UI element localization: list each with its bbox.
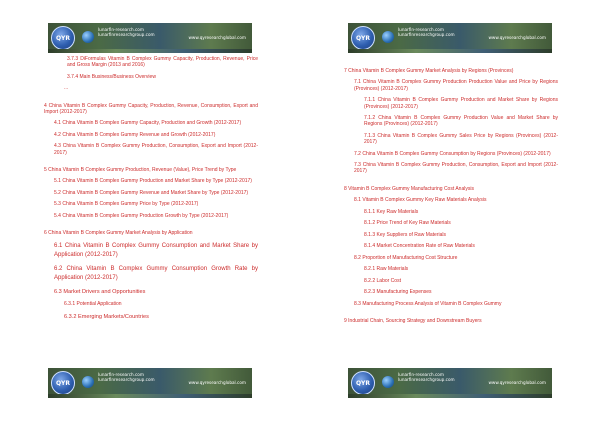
banner-url-2: lunarfinresearchgroup.com: [98, 32, 155, 37]
banner-site: www.qyresearchglobal.com: [188, 35, 246, 40]
toc-entry: 5.2 China Vitamin B Complex Gummy Revenue and Market Share by Type (2012-2017): [54, 189, 249, 196]
globe-icon: [382, 31, 394, 43]
toc-entry: 7 China Vitamin B Complex Gummy Market Analysis by Regions (Provinces): [344, 68, 514, 74]
toc-entry: 6.1 China Vitamin B Complex Gummy Consumption and Market Share by Application (2012-2017): [54, 242, 258, 258]
footer-banner: [348, 368, 552, 398]
toc-entry: 9 Industrial Chain, Sourcing Strategy and Downstream Buyers: [344, 317, 482, 324]
table-of-contents: [44, 56, 258, 326]
table-of-contents: [344, 68, 558, 329]
banner-url-1: lunarfin-research.com: [398, 372, 444, 377]
toc-entry: 8.1.3 Key Suppliers of Raw Materials: [364, 231, 446, 238]
toc-entry: 5.4 China Vitamin B Complex Gummy Production Growth by Type (2012-2017): [54, 212, 229, 219]
toc-entry: 6 China Vitamin B Complex Gummy Market Analysis by Application: [44, 230, 193, 237]
toc-entry: 5 China Vitamin B Complex Gummy Production, Revenue (Value), Price Trend by Type: [44, 166, 237, 173]
toc-entry: 3.7.3 DiFormulas Vitamin B Complex Gummy Capacity, Production, Revenue, Price and Gross Margin (2013 and 2016): [67, 56, 258, 69]
banner-urls: [98, 27, 188, 37]
toc-entry: 7.3 China Vitamin B Complex Gummy Production, Consumption, Export and Import (2012-2017): [354, 162, 558, 175]
banner-decoration: [348, 49, 552, 53]
toc-entry: ...: [64, 85, 69, 92]
banner-site: www.qyresearchglobal.com: [488, 380, 546, 385]
banner-decoration: [348, 394, 552, 398]
company-logo: QYR: [51, 371, 75, 395]
company-logo: QYR: [351, 371, 375, 395]
banner-url-2: lunarfinresearchgroup.com: [98, 377, 155, 382]
toc-entry: 8.3 Manufacturing Process Analysis of Vitamin B Complex Gummy: [354, 300, 502, 307]
banner-urls: [398, 27, 488, 37]
banner-url-2: lunarfinresearchgroup.com: [398, 32, 455, 37]
toc-entry: 5.1 China Vitamin B Complex Gummy Production and Market Share by Type (2012-2017): [54, 178, 252, 185]
toc-entry: 8.1.2 Price Trend of Key Raw Materials: [364, 220, 451, 227]
toc-entry: 8.1.4 Market Concentration Rate of Raw Materials: [364, 243, 475, 250]
toc-entry: 4 China Vitamin B Complex Gummy Capacity, Production, Revenue, Consumption, Export and Import (2012-2017): [44, 102, 258, 115]
toc-entry: 8.1.1 Key Raw Materials: [364, 208, 419, 215]
banner-url-1: lunarfin-research.com: [98, 372, 144, 377]
banner-url-1: lunarfin-research.com: [398, 27, 444, 32]
toc-entry: 6.3 Market Drivers and Opportunities: [54, 289, 146, 295]
toc-entry: 8.2.2 Labor Cost: [364, 277, 401, 284]
toc-entry: 8.2 Proportion of Manufacturing Cost Structure: [354, 254, 458, 261]
banner-url-2: lunarfinresearchgroup.com: [398, 377, 455, 382]
toc-entry: 7.1 China Vitamin B Complex Gummy Production Production Value and Price by Regions (Provinces) (2012-2017): [354, 79, 558, 92]
toc-entry: 8 Vitamin B Complex Gummy Manufacturing Cost Analysis: [344, 185, 474, 192]
banner-decoration: [48, 394, 252, 398]
header-banner: [48, 23, 252, 53]
toc-entry: 7.1.3 China Vitamin B Complex Gummy Sales Price by Regions (Provinces) (2012-2017): [364, 132, 558, 146]
footer-banner: [48, 368, 252, 398]
toc-entry: 7.1.1 China Vitamin B Complex Gummy Production and Market Share by Regions (Provinces) (2012-2017): [364, 97, 558, 110]
toc-entry: 3.7.4 Main Business/Business Overview: [67, 73, 156, 80]
toc-entry: 8.2.1 Raw Materials: [364, 266, 409, 273]
globe-icon: [82, 376, 94, 388]
document-page-right: [300, 0, 600, 424]
toc-entry: 8.2.3 Manufacturing Expenses: [364, 289, 432, 296]
toc-entry: 7.1.2 China Vitamin B Complex Gummy Production Value and Market Share by Regions (Provinces) (2012-2017): [364, 115, 558, 128]
banner-urls: [98, 372, 188, 382]
toc-entry: 6.3.1 Potential Application: [64, 301, 122, 308]
toc-entry: 4.3 China Vitamin B Complex Gummy Production, Consumption, Export and Import (2012-2017): [54, 143, 258, 156]
banner-site: www.qyresearchglobal.com: [488, 35, 546, 40]
toc-entry: 4.2 China Vitamin B Complex Gummy Revenue and Growth (2012-2017): [54, 131, 216, 138]
toc-entry: 5.3 China Vitamin B Complex Gummy Price by Type (2012-2017): [54, 201, 199, 208]
toc-entry: 7.2 China Vitamin B Complex Gummy Consumption by Regions (Provinces) (2012-2017): [354, 150, 551, 157]
banner-urls: [398, 372, 488, 382]
globe-icon: [82, 31, 94, 43]
toc-entry: 4.1 China Vitamin B Complex Gummy Capacity, Production and Growth (2012-2017): [54, 120, 242, 127]
toc-entry: 8.1 Vitamin B Complex Gummy Key Raw Materials Analysis: [354, 197, 487, 204]
toc-entry: 6.2 China Vitamin B Complex Gummy Consumption Growth Rate by Application (2012-2017): [54, 265, 258, 281]
company-logo: QYR: [351, 26, 375, 50]
banner-decoration: [48, 49, 252, 53]
company-logo: QYR: [51, 26, 75, 50]
header-banner: [348, 23, 552, 53]
toc-entry: 6.3.2 Emerging Markets/Countries: [64, 313, 149, 320]
banner-site: www.qyresearchglobal.com: [188, 380, 246, 385]
globe-icon: [382, 376, 394, 388]
banner-url-1: lunarfin-research.com: [98, 27, 144, 32]
